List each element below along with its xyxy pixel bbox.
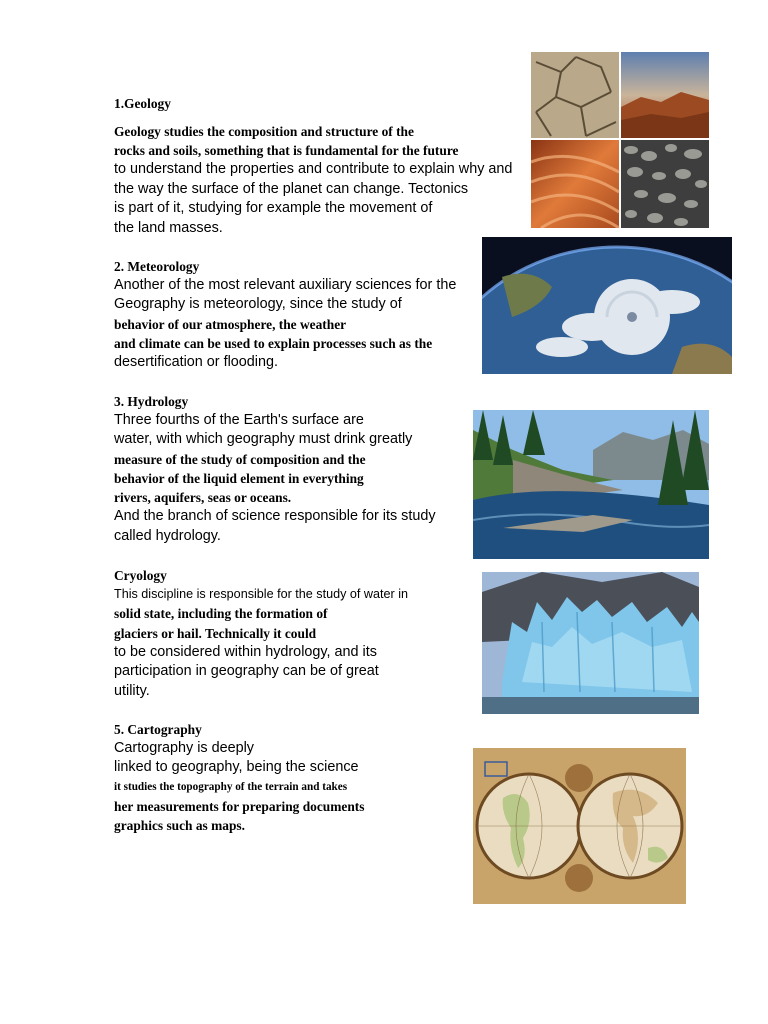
paragraph-line: solid state, including the formation of <box>114 606 328 622</box>
section-cartography <box>114 720 364 836</box>
section-heading: 2. Meteorology <box>114 259 200 274</box>
antique-world-map-image <box>473 748 686 904</box>
paragraph-line: and climate can be used to explain processes such as the <box>114 336 433 352</box>
section-geology <box>114 94 512 238</box>
paragraph-line: rocks and soils, something that is fundamental for the future <box>114 143 459 159</box>
paragraph-line: behavior of our atmosphere, the weather <box>114 316 347 332</box>
paragraph-line: Cartography is deeply <box>114 740 254 756</box>
paragraph-line: linked to geography, being the science <box>114 759 359 776</box>
paragraph-line: glaciers or hail. Technically it could <box>114 625 317 641</box>
paragraph-line: This discipline is responsible for the study of water in <box>114 587 408 601</box>
section-heading: 3. Hydrology <box>114 394 189 409</box>
paragraph-line: it studies the topography of the terrain and takes <box>114 780 348 793</box>
hurricane-satellite-image <box>482 237 732 374</box>
mountain-lake-image <box>473 410 709 559</box>
paragraph-line: the land masses. <box>114 219 223 236</box>
paragraph-line: behavior of the liquid element in everything <box>114 471 364 487</box>
paragraph-line: And the branch of science responsible for its study <box>114 508 436 525</box>
paragraph-line: is part of it, studying for example the movement of <box>114 200 433 217</box>
glacier-image <box>482 572 699 714</box>
paragraph-line: water, with which geography must drink greatly <box>114 431 413 448</box>
paragraph-line: the way the surface of the planet can change. Tectonics <box>114 180 469 197</box>
section-heading: 5. Cartography <box>114 722 202 737</box>
paragraph-line: Geology studies the composition and structure of the <box>114 124 414 139</box>
section-hydrology <box>114 392 436 546</box>
section-heading: 1.Geology <box>114 96 171 111</box>
section-heading: Cryology <box>114 568 167 583</box>
paragraph-line: graphics such as maps. <box>114 818 245 834</box>
paragraph-line: Geography is meteorology, since the study of <box>114 296 402 313</box>
paragraph-line: participation in geography can be of great <box>114 663 379 680</box>
paragraph-line: desertification or flooding. <box>114 354 278 371</box>
paragraph-line: Another of the most relevant auxiliary sciences for the <box>114 277 457 293</box>
paragraph-line: to be considered within hydrology, and its <box>114 643 377 660</box>
paragraph-line: her measurements for preparing documents <box>114 799 365 815</box>
paragraph-line: rivers, aquifers, seas or oceans. <box>114 490 292 506</box>
paragraph-line: utility. <box>114 682 150 699</box>
geology-collage-image <box>531 52 709 228</box>
paragraph-line: to understand the properties and contribute to explain why and <box>114 161 513 178</box>
paragraph-line: Three fourths of the Earth's surface are <box>114 412 364 428</box>
section-meteorology <box>114 257 456 373</box>
section-cryology <box>114 566 408 701</box>
paragraph-line: measure of the study of composition and the <box>114 451 366 467</box>
paragraph-line: called hydrology. <box>114 527 221 544</box>
